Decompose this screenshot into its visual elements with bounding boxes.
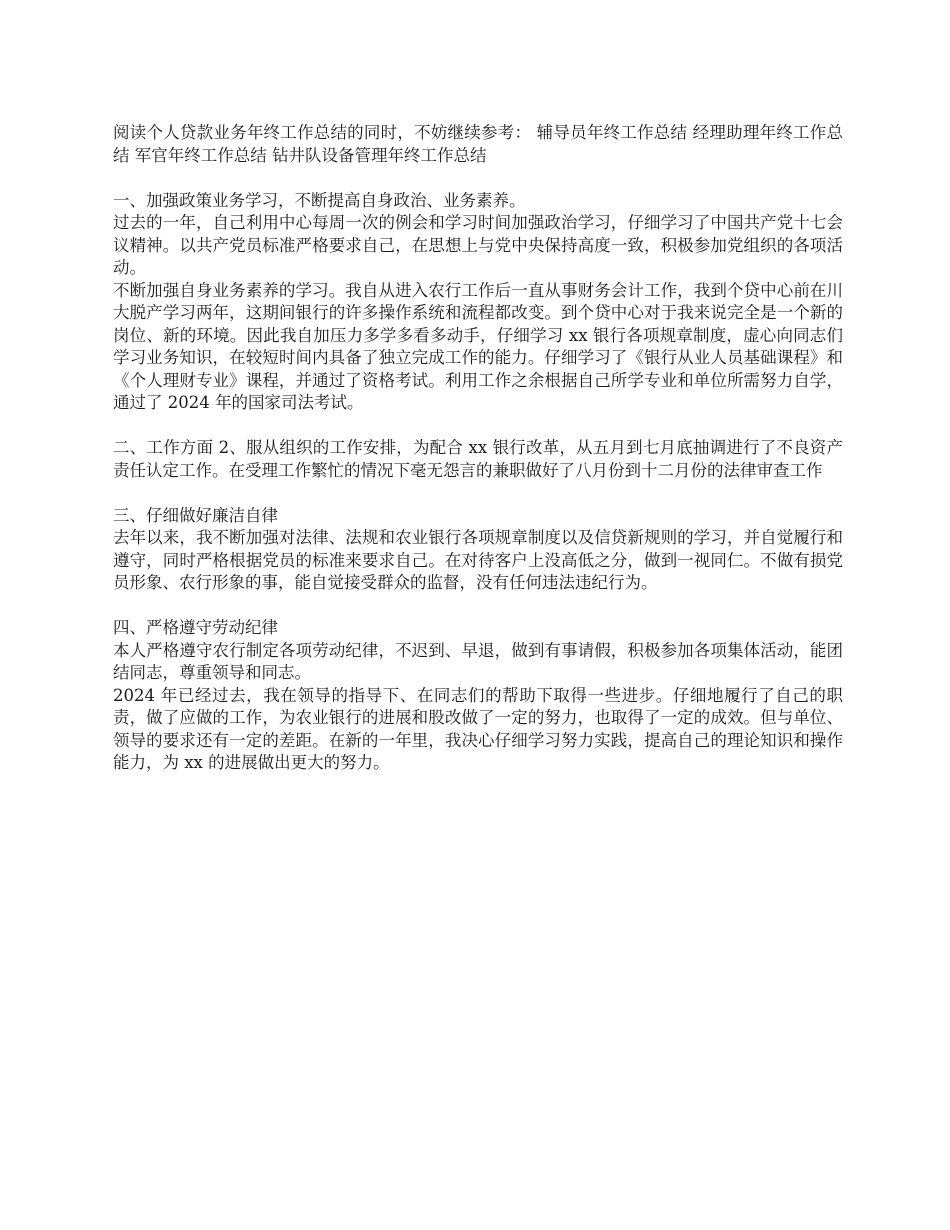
section-4-paragraph-2: 2024 年已经过去，我在领导的指导下、在同志们的帮助下取得一些进步。仔细地履行了自己的职责，做了应做的工作，为农业银行的进展和股改做了一定的努力，也取得了一定的成效。但与单位、领导的要求还有一定的差距。在新的一年里，我决心仔细学习努力实践，提高自己的理论知识和操作能力，为 xx 的进展做出更大的努力。 (113, 685, 843, 772)
document-body (113, 122, 843, 775)
section-3-heading: 三、仔细做好廉洁自律 (113, 505, 278, 525)
section-1-paragraph-2: 不断加强自身业务素养的学习。我自从进入农行工作后一直从事财务会计工作，我到个贷中心前在川大脱产学习两年，这期间银行的许多操作系统和流程都改变。到个贷中心对于我来说完全是一个新的岗位、新的环境。因此我自加压力多学多看多动手，仔细学习 xx 银行各项规章制度，虚心向同志们学习业务知识，在较短时间内具备了独立完成工作的能力。仔细学习了《银行从业人员基础课程》和《个人理财专业》课程，并通过了资格考试。利用工作之余根据自己所学专业和单位所需努力自学，通过了 2024 年的国家司法考试。 (113, 280, 843, 412)
section-2-paragraph-1: 二、工作方面 2、服从组织的工作安排，为配合 xx 银行改革，从五月到七月底抽调进行了不良资产责任认定工作。在受理工作繁忙的情况下毫无怨言的兼职做好了八月份到十二月份的法律审查工作 (113, 438, 843, 480)
section-1-heading: 一、加强政策业务学习，不断提高自身政治、业务素养。 (113, 190, 526, 210)
spacer (113, 167, 843, 190)
section-4-paragraph-1: 本人严格遵守农行制定各项劳动纪律，不迟到、早退，做到有事请假，积极参加各项集体活动，能团结同志，尊重领导和同志。 (113, 640, 843, 682)
intro-paragraph: 阅读个人贷款业务年终工作总结的同时，不妨继续参考： 辅导员年终工作总结 经理助理年终工作总结 军官年终工作总结 钻井队设备管理年终工作总结 (113, 123, 843, 165)
section-1-paragraph-1: 过去的一年，自己利用中心每周一次的例会和学习时间加强政治学习，仔细学习了中国共产党十七会议精神。以共产党员标准严格要求自己，在思想上与党中央保持高度一致，积极参加党组织的各项活动。 (113, 213, 843, 277)
section-3-paragraph-1: 去年以来，我不断加强对法律、法规和农业银行各项规章制度以及信贷新规则的学习，并自觉履行和遵守，同时严格根据党员的标准来要求自己。在对待客户上没高低之分，做到一视同仁。不做有损党员形象、农行形象的事，能自觉接受群众的监督，没有任何违法违纪行为。 (113, 528, 843, 592)
spacer (113, 595, 843, 618)
spacer (113, 415, 843, 438)
spacer (113, 482, 843, 505)
section-4-heading: 四、严格遵守劳动纪律 (113, 618, 278, 637)
